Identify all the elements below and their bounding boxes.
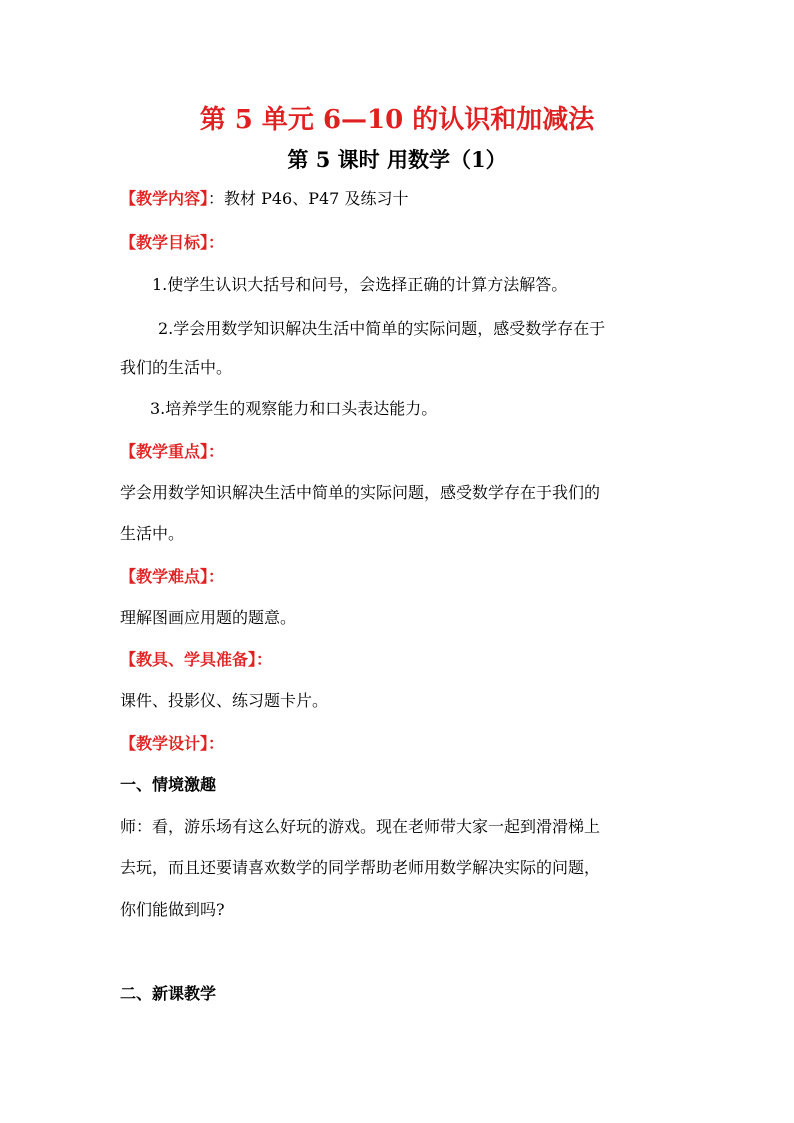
difficulties-row (120, 565, 224, 589)
objective-item-3: 3.培养学生的观察能力和口头表达能力。 (150, 399, 438, 418)
content-heading: 【教学内容】 (120, 189, 209, 208)
design-heading: 【教学设计】 (120, 734, 209, 753)
materials-heading: 【教具、学具准备】 (120, 650, 257, 669)
page-title: 第 5 单元 6—10 的认识和加减法 (199, 105, 595, 135)
design-row (120, 732, 224, 756)
materials-text: 课件、投影仪、练习题卡片。 (120, 691, 329, 710)
lesson-subtitle: 第 5 课时 用数学（1） (287, 147, 507, 172)
content-text: ：教材 P46、P47 及练习十 (208, 189, 409, 208)
difficulties-text: 理解图画应用题的题意。 (120, 608, 297, 627)
section1-heading: 一、情境激趣 (120, 775, 217, 794)
difficulties-heading: 【教学难点】 (120, 567, 209, 586)
key-points-colon: ： (208, 442, 225, 461)
objectives-colon: ： (208, 233, 225, 252)
objective-item-1: 1.使学生认识大括号和问号，会选择正确的计算方法解答。 (152, 275, 568, 294)
objective-item-2: 2.学会用数学知识解决生活中简单的实际问题，感受数学存在于 (158, 319, 606, 338)
difficulties-colon: ： (208, 567, 225, 586)
materials-colon: ： (256, 650, 273, 669)
design-colon: ： (208, 734, 225, 753)
section2-heading: 二、新课教学 (120, 984, 217, 1003)
section1-line-2: 去玩，而且还要请喜欢数学的同学帮助老师用数学解决实际的问题， (120, 858, 601, 877)
key-points-heading: 【教学重点】 (120, 442, 209, 461)
key-points-text-2: 生活中。 (120, 524, 185, 543)
objectives-row (120, 231, 224, 255)
key-points-text-1: 学会用数学知识解决生活中简单的实际问题，感受数学存在于我们的 (120, 483, 601, 502)
content-row (120, 187, 408, 211)
objective-item-2-cont: 我们的生活中。 (120, 358, 233, 377)
key-points-row (120, 440, 224, 464)
section1-line-1: 师：看，游乐场有这么好玩的游戏。现在老师带大家一起到滑滑梯上 (120, 817, 601, 836)
materials-row (120, 648, 272, 672)
section1-line-3: 你们能做到吗? (120, 900, 225, 919)
objectives-heading: 【教学目标】 (120, 233, 209, 252)
